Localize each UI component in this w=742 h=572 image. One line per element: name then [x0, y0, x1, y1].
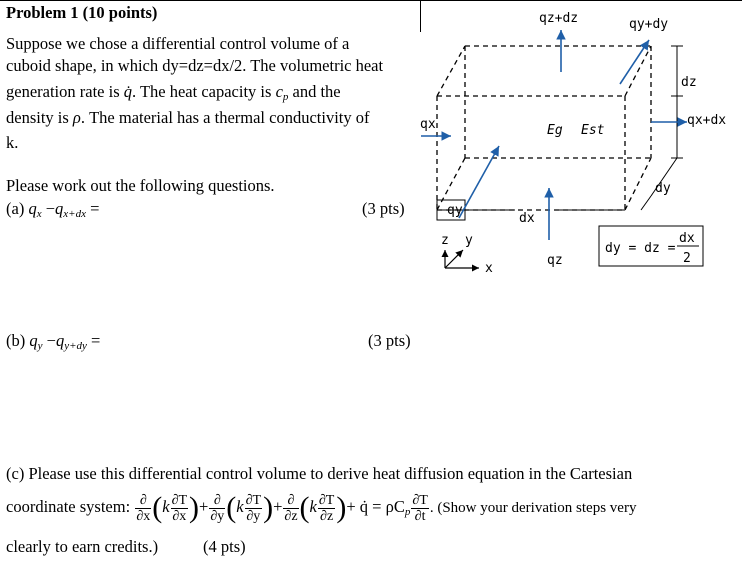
intro-line-2: cuboid shape, in which dy=dz=dx/2. The volumetric heat — [6, 56, 384, 75]
label-axis-z: z — [441, 233, 449, 248]
ratio-left: dy = dz = — [605, 241, 676, 256]
part-c-points: (4 pts) — [203, 537, 246, 556]
intro-line-5: k. — [6, 133, 19, 152]
axes — [445, 250, 479, 268]
rho-symbol: ρ — [72, 108, 81, 127]
label-est: Est — [581, 123, 605, 138]
ratio-denominator: 2 — [683, 251, 691, 266]
part-a-points: (3 pts) — [362, 199, 405, 218]
part-c-line-1: (c) Please use this differential control volume to derive heat diffusion equation in the Cartesian — [6, 464, 633, 483]
ratio-numerator: dx — [679, 231, 695, 246]
label-dy: dy — [655, 181, 671, 196]
qdot-symbol: q̇ — [123, 82, 132, 101]
label-q-x: qx — [420, 117, 436, 132]
intro-line-1: Suppose we chose a differential control volume of a — [6, 34, 350, 53]
part-a-question: (a) $q_x -q_{x+dx}$ = — [6, 199, 100, 220]
label-q-y: qy — [447, 203, 463, 218]
part-b-question: (b) $q_y -q_{y+dy}$ = — [6, 331, 101, 352]
label-eg: Eg — [547, 123, 563, 138]
cuboid-edges — [437, 46, 651, 210]
part-c-equation: coordinate system: $\frac{\partial}{\partial x}$ (k $\frac{\partial T}{\partial x}$ )+ $\frac{\partial}{\partial y}$ (k $\frac{\partial T}{\partial y}$ )+ $\frac{\partial}{\partial z}$ (k $\frac{\partial T}{\partial z}$ )+ q̇ = $\rho C_p$ $\frac{\partial T}{\partial t}$ . (Show your derivation steps very — [6, 491, 637, 525]
questions-intro: Please work out the following questions. — [6, 176, 275, 195]
control-volume-diagram — [415, 0, 742, 290]
label-dz: dz — [681, 75, 697, 90]
part-c-line-3: clearly to earn credits.) — [6, 537, 159, 556]
cp-symbol: c — [275, 82, 283, 101]
label-q-ydy: qy+dy — [629, 17, 669, 32]
label-axis-x: x — [485, 261, 493, 276]
label-q-z: qz — [547, 253, 563, 268]
part-b-points: (3 pts) — [368, 331, 411, 350]
intro-line-3: generation rate is q̇. The heat capacity is $c_p$ and the — [6, 82, 341, 103]
label-q-zdz: qz+dz — [539, 11, 579, 26]
label-axis-y: y — [465, 233, 473, 248]
label-dx: dx — [519, 211, 535, 226]
problem-title: Problem 1 (10 points) — [6, 3, 158, 22]
intro-line-4: density is ρ. The material has a thermal conductivity of — [6, 108, 370, 127]
label-q-xdx: qx+dx — [687, 113, 727, 128]
